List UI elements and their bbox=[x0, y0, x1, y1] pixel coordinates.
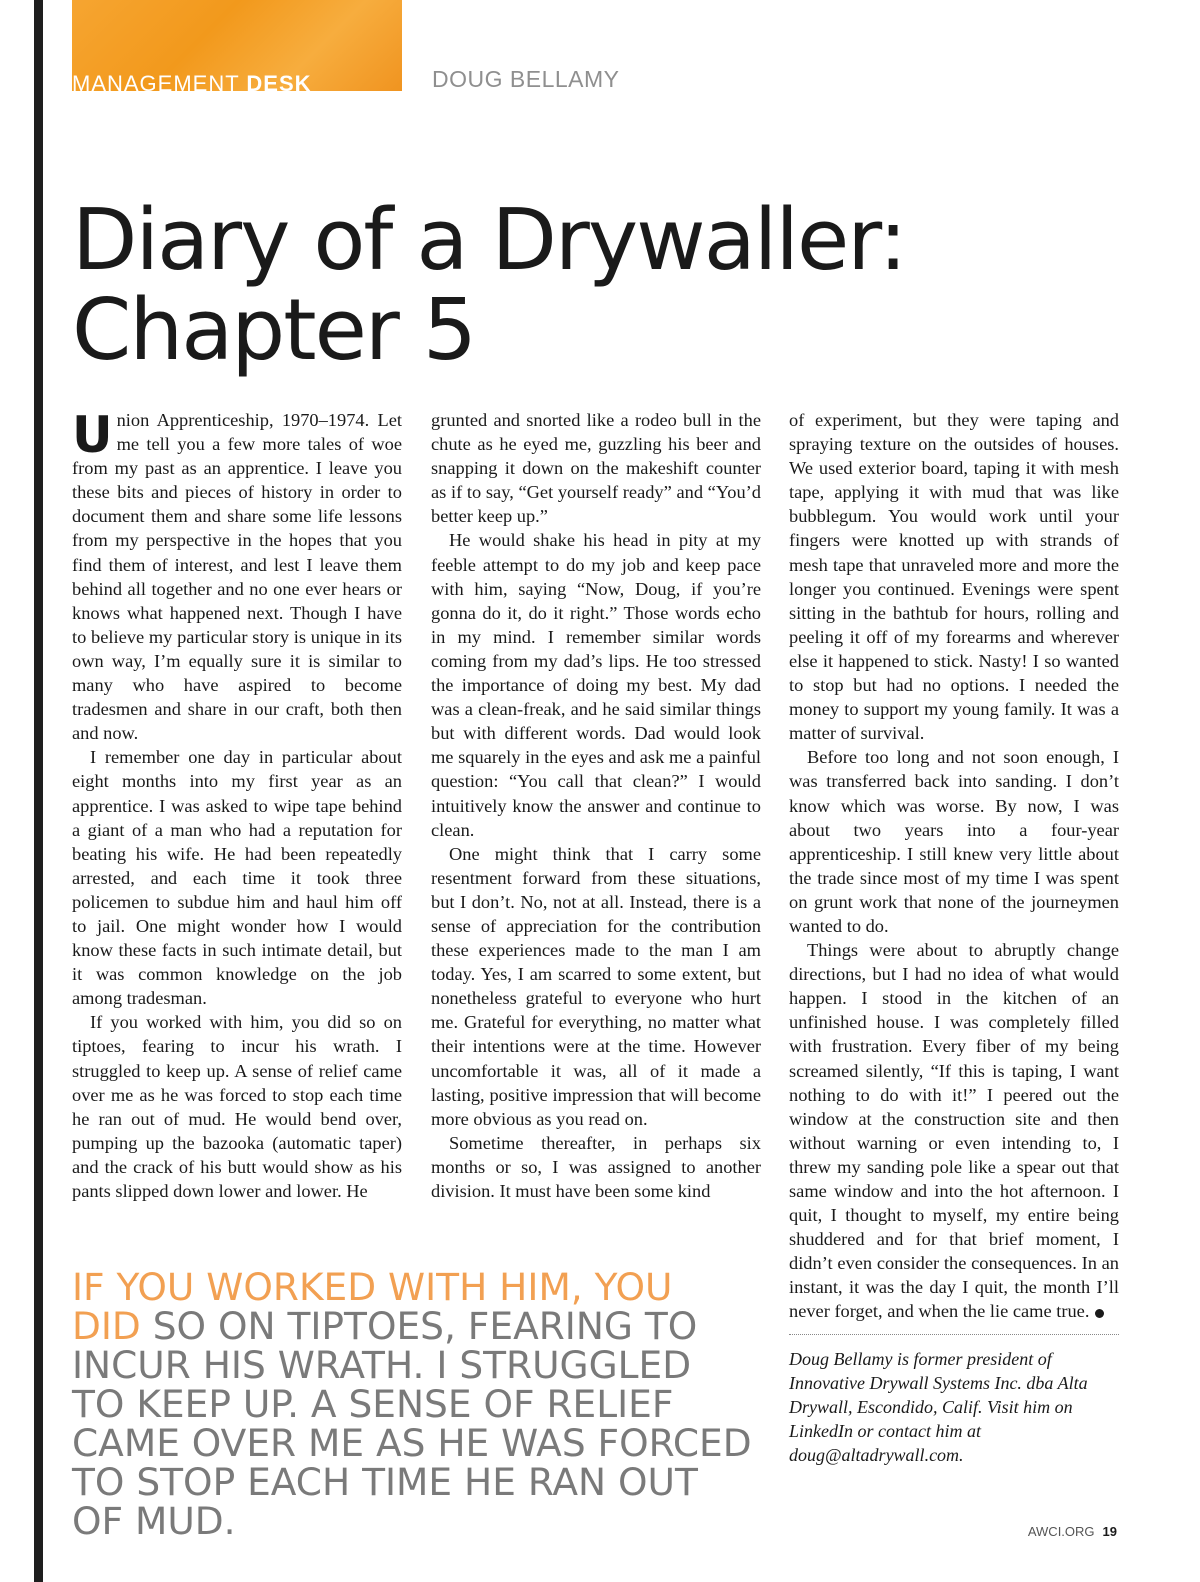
section-header-block bbox=[72, 0, 402, 91]
page-footer bbox=[1028, 1524, 1117, 1539]
pull-quote-highlight: IF YOU WORKED WITH HIM, YOU DID bbox=[72, 1265, 673, 1348]
paragraph: Before too long and not soon enough, I was transferred back into sanding. I don’t know which was worse. By now, I was about two years into a four-year apprenticeship. I still knew very little about the trade since most of my time I was spent on grunt work that none of the journeymen wanted to do. bbox=[789, 747, 1119, 936]
article-title bbox=[72, 191, 1132, 380]
bio-divider bbox=[789, 1334, 1119, 1335]
title-line-1: Diary of a Drywaller: bbox=[72, 191, 906, 290]
author-bio: Doug Bellamy is former president of Innovative Drywall Systems Inc. dba Alta Drywall, Escondido, Calif. Visit him on LinkedIn or contact him at doug@altadrywall.com. bbox=[789, 1348, 1088, 1465]
page-edge-bar bbox=[34, 0, 43, 1582]
paragraph-text: nion Apprenticeship, 1970–1974. Let me tell you a few more tales of woe from my past as an apprentice. I leave you these bits and pieces of history in order to document them and share some life lessons from my perspective in the hopes that you find them of interest, and lest I leave them behind all together and no one ever hears or knows what happened next. Though I have to believe my particular story is unique in its own way, I’m equally sure it is similar to many who have aspired to become tradesmen and share in our craft, both then and now. bbox=[72, 410, 402, 744]
paragraph: Sometime thereafter, in perhaps six months or so, I was assigned to another division. It must have been some kind bbox=[431, 1132, 761, 1201]
footer-site: AWCI.ORG bbox=[1027, 1524, 1095, 1539]
article-column-1 bbox=[72, 408, 402, 1203]
author-byline: DOUG BELLAMY bbox=[432, 66, 620, 92]
article-column-3 bbox=[789, 408, 1119, 1467]
section-label-bold: DESK bbox=[246, 71, 312, 91]
paragraph bbox=[72, 408, 402, 745]
drop-cap: U bbox=[72, 406, 113, 464]
paragraph: I remember one day in particular about eight months into my first year as an apprentice. I was asked to wipe tape behind a giant of a man who had a reputation for beating his wife. He had been repeatedly arrested, and each time it took three policemen to subdue him and haul him off to jail. One might wonder how I would know these facts in such intimate detail, but it was common knowledge on the job among tradesman. bbox=[72, 747, 402, 1009]
paragraph: If you worked with him, you did so on tiptoes, fearing to incur his wrath. I struggled to keep up. A sense of relief came over me as he was forced to stop each time he ran out of mud. He would bend over, pumping up the bazooka (automatic taper) and the crack of his butt would show as his pants slipped down lower and lower. He bbox=[72, 1012, 402, 1201]
paragraph bbox=[789, 938, 1119, 1324]
end-of-article-bullet-icon bbox=[1095, 1309, 1104, 1318]
article-column-2 bbox=[431, 408, 761, 1203]
pull-quote-body: SO ON TIPTOES, FEARING TO INCUR HIS WRATH. I STRUGGLED TO KEEP UP. A SENSE OF RELIEF CAME OVER ME AS HE WAS FORCED TO STOP EACH TIME HE RAN OUT OF MUD. bbox=[72, 1304, 752, 1543]
paragraph: of experiment, but they were taping and spraying texture on the outsides of houses. We used exterior board, taping it with mesh tape, applying it with mud that was like bubblegum. You would work until your fingers were knotted up with strands of mesh tape that unraveled more and more the longer you continued. Evenings were spent sitting in the bathtub for hours, rolling and peeling it off of my forearms and wherever else it happened to stick. Nasty! I so wanted to stop but had no options. I needed the money to support my young family. It was a matter of survival. bbox=[789, 410, 1119, 744]
paragraph: grunted and snorted like a rodeo bull in the chute as he eyed me, guzzling his beer and snapping it down on the makeshift counter as if to say, “Get yourself ready” and “You’d better keep up.” bbox=[431, 410, 761, 527]
page-number: 19 bbox=[1102, 1524, 1117, 1539]
paragraph: He would shake his head in pity at my feeble attempt to do my job and keep pace with him, saying “Now, Doug, if you’re gonna do it, do it right.” Those words echo in my mind. I remember similar words coming from my dad’s lips. He too stressed the importance of doing my best. My dad was a clean-freak, and he said similar things but with different words. Dad would look me squarely in the eyes and ask me a painful question: “You call that clean?” I would intuitively know the answer and continue to clean. bbox=[431, 530, 761, 840]
paragraph-text: Things were about to abruptly change directions, but I had no idea of what would happen. I stood in the kitchen of an unfinished house. I was completely filled with frustration. Every fiber of my being screamed silently, “If this is taping, I want nothing to do with it!” I peered out the window at the construction site and then without warning or even intending to, I threw my sanding pole like a spear out that same window and into the hot afternoon. I quit, I thought to myself, my entire being shuddered and for that brief moment, I didn’t even consider the consequences. In an instant, it was the day I quit, the month I’ll never forget, and when the lie came true. bbox=[789, 940, 1119, 1322]
title-line-2: Chapter 5 bbox=[72, 281, 475, 380]
section-label-light: MANAGEMENT bbox=[72, 71, 247, 91]
paragraph: One might think that I carry some resentment forward from these situations, but I don’t. No, not at all. Instead, there is a sense of appreciation for the contribution these experiences made to the man I am today. Yes, I am scarred to some extent, but nonetheless grateful to everyone who hurt me. Grateful for everything, no matter what their intentions were at the time. However uncomfortable it was, all of it made a lasting, positive impression that will become more obvious as you read on. bbox=[431, 843, 761, 1129]
section-label bbox=[72, 71, 312, 91]
pull-quote bbox=[72, 1265, 752, 1543]
